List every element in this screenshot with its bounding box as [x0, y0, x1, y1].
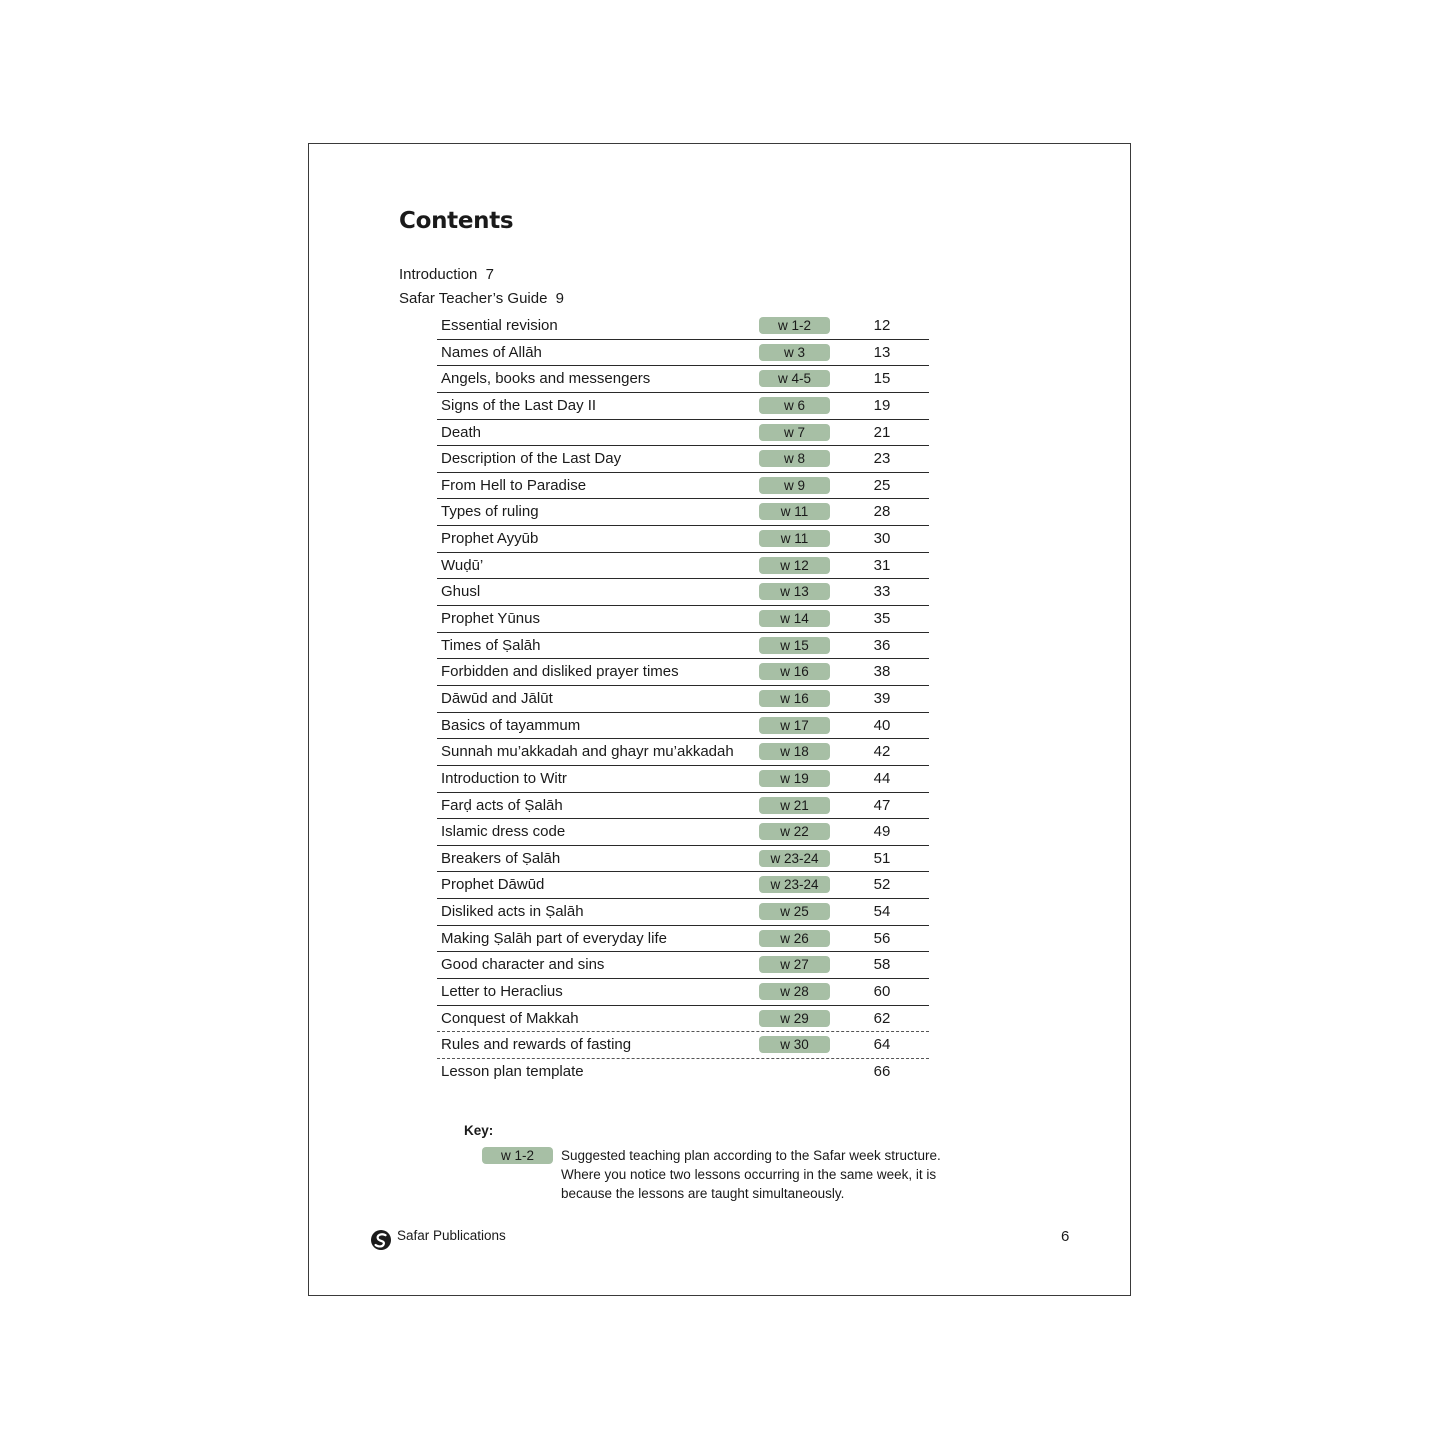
toc-page-number: 13: [873, 343, 891, 361]
toc-page-number: 28: [873, 503, 891, 521]
toc-row: [437, 446, 929, 473]
week-pill: w 9: [759, 477, 830, 494]
toc-row: [437, 926, 929, 953]
toc-page-number: 23: [873, 450, 891, 468]
toc-page-number: 40: [873, 716, 891, 734]
toc-page-number: 56: [873, 929, 891, 947]
week-pill: w 16: [759, 690, 830, 707]
page-title: Contents: [399, 208, 514, 234]
key-description: [561, 1146, 961, 1203]
toc-row: [437, 899, 929, 926]
toc-row: [437, 340, 929, 367]
toc-title: Essential revision: [441, 317, 558, 334]
toc-page-number: 42: [873, 743, 891, 761]
toc-row: [437, 793, 929, 820]
toc-page-number: 35: [873, 610, 891, 628]
intro-line-teachers-guide: [399, 290, 564, 307]
toc-row: [437, 393, 929, 420]
toc-page-number: 38: [873, 663, 891, 681]
toc-page-number: 19: [873, 396, 891, 414]
week-pill: w 28: [759, 983, 830, 1000]
toc-page-number: 25: [873, 476, 891, 494]
toc-row: [437, 1032, 929, 1059]
intro-label: Safar Teacher’s Guide: [399, 290, 548, 307]
toc-page-number: 60: [873, 983, 891, 1001]
key-line: Where you notice two lessons occurring in the same week, it is: [561, 1167, 937, 1182]
intro-page: 7: [485, 266, 494, 283]
toc-title: Making Ṣalāh part of everyday life: [441, 929, 667, 947]
toc-row: [437, 366, 929, 393]
toc-title: Basics of tayammum: [441, 716, 581, 734]
toc-title: Prophet Ayyūb: [441, 530, 539, 548]
toc-page-number: 44: [873, 769, 891, 787]
week-pill: w 4-5: [759, 370, 830, 387]
intro-page: 9: [555, 290, 564, 307]
toc-title: Sunnah mu’akkadah and ghayr mu’akkadah: [441, 743, 734, 761]
toc-row: [437, 606, 929, 633]
toc-page-number: 52: [873, 876, 891, 894]
toc-title: Signs of the Last Day II: [441, 396, 597, 414]
toc-row: [437, 739, 929, 766]
intro-label: Introduction: [399, 266, 478, 283]
toc-title: Dāwūd and Jālūt: [441, 689, 553, 707]
toc-row: [437, 686, 929, 713]
toc-title: Forbidden and disliked prayer times: [441, 663, 679, 681]
toc-page-number: 51: [873, 849, 891, 867]
week-pill: w 11: [759, 503, 830, 520]
week-pill: w 8: [759, 450, 830, 467]
week-pill: w 17: [759, 717, 830, 734]
toc-title: Farḍ acts of Ṣalāh: [441, 796, 563, 814]
toc-page-number: 31: [873, 556, 891, 574]
toc-title: Lesson plan template: [441, 1062, 584, 1080]
toc-row: [437, 979, 929, 1006]
week-pill: w 11: [759, 530, 830, 547]
toc-title: Breakers of Ṣalāh: [441, 849, 561, 867]
toc-title: Rules and rewards of fasting: [441, 1036, 632, 1054]
toc-title: Good character and sins: [441, 956, 605, 974]
safar-logo-icon: [370, 1229, 392, 1251]
toc-row: [437, 633, 929, 660]
toc-page-number: 21: [873, 423, 891, 441]
week-pill: w 22: [759, 823, 830, 840]
publisher-name: Safar Publications: [397, 1228, 506, 1243]
toc-title: Prophet Dāwūd: [441, 876, 545, 894]
week-pill: w 29: [759, 1010, 830, 1027]
week-pill: w 23-24: [759, 876, 830, 893]
week-pill: w 15: [759, 637, 830, 654]
toc-row: [437, 526, 929, 553]
toc-title: From Hell to Paradise: [441, 476, 587, 494]
toc-title: Angels, books and messengers: [441, 370, 651, 388]
toc-title: Ghusl: [441, 583, 481, 601]
toc-title: Names of Allāh: [441, 343, 542, 361]
toc-page-number: 15: [873, 370, 891, 388]
toc-title: Types of ruling: [441, 503, 539, 521]
toc-row: [437, 1006, 929, 1033]
toc-page-number: 12: [873, 317, 891, 334]
toc-page-number: 58: [873, 956, 891, 974]
toc-page-number: 39: [873, 689, 891, 707]
toc-page-number: 30: [873, 530, 891, 548]
toc-page-number: 49: [873, 823, 891, 841]
week-pill: w 14: [759, 610, 830, 627]
toc-row: [437, 713, 929, 740]
toc-title: Conquest of Makkah: [441, 1009, 579, 1027]
week-pill: w 3: [759, 344, 830, 361]
toc-row: [437, 579, 929, 606]
toc-title: Introduction to Witr: [441, 769, 567, 787]
toc-row: [437, 659, 929, 686]
toc-page-number: 54: [873, 903, 891, 921]
toc-row: [437, 846, 929, 873]
page-number: 6: [1061, 1228, 1070, 1245]
toc-page-number: 66: [873, 1062, 891, 1080]
week-pill: w 27: [759, 956, 830, 973]
toc-row: [437, 872, 929, 899]
week-pill: w 13: [759, 583, 830, 600]
toc-title: Islamic dress code: [441, 823, 566, 841]
toc-title: Times of Ṣalāh: [441, 636, 541, 654]
toc-page-number: 47: [873, 796, 891, 814]
week-pill: w 7: [759, 424, 830, 441]
toc-row: [437, 819, 929, 846]
toc-row: [437, 313, 929, 340]
week-pill: w 18: [759, 743, 830, 760]
week-pill: w 19: [759, 770, 830, 787]
toc-page-number: 62: [873, 1009, 891, 1027]
toc-page-number: 64: [873, 1036, 891, 1054]
toc-row: [437, 766, 929, 793]
week-pill: w 26: [759, 930, 830, 947]
toc-title: Disliked acts in Ṣalāh: [441, 903, 584, 921]
toc-title: Death: [441, 423, 482, 441]
toc-title: Description of the Last Day: [441, 450, 622, 468]
week-pill: w 30: [759, 1036, 830, 1053]
toc-row: [437, 420, 929, 447]
week-pill: w 16: [759, 663, 830, 680]
week-pill: w 23-24: [759, 850, 830, 867]
document-page: [308, 143, 1131, 1296]
week-pill: w 25: [759, 903, 830, 920]
week-pill: w 21: [759, 797, 830, 814]
week-pill: w 12: [759, 557, 830, 574]
intro-line-introduction: [399, 266, 494, 283]
key-week-pill: w 1-2: [482, 1147, 553, 1164]
toc-row: [437, 473, 929, 500]
key-line: because the lessons are taught simultaneously.: [561, 1186, 845, 1201]
key-label: Key:: [464, 1123, 494, 1138]
toc-row: [437, 952, 929, 979]
toc-title: Letter to Heraclius: [441, 983, 563, 1001]
week-pill: w 1-2: [759, 317, 830, 334]
toc-row: [437, 499, 929, 526]
toc-page-number: 36: [873, 636, 891, 654]
toc-row: [437, 1059, 929, 1086]
week-pill: w 6: [759, 397, 830, 414]
key-line: Suggested teaching plan according to the Safar week structure.: [561, 1148, 941, 1163]
toc-row: [437, 553, 929, 580]
toc-title: Prophet Yūnus: [441, 610, 540, 628]
table-of-contents: [437, 313, 929, 1086]
toc-page-number: 33: [873, 583, 891, 601]
toc-title: Wuḍū’: [441, 556, 484, 574]
